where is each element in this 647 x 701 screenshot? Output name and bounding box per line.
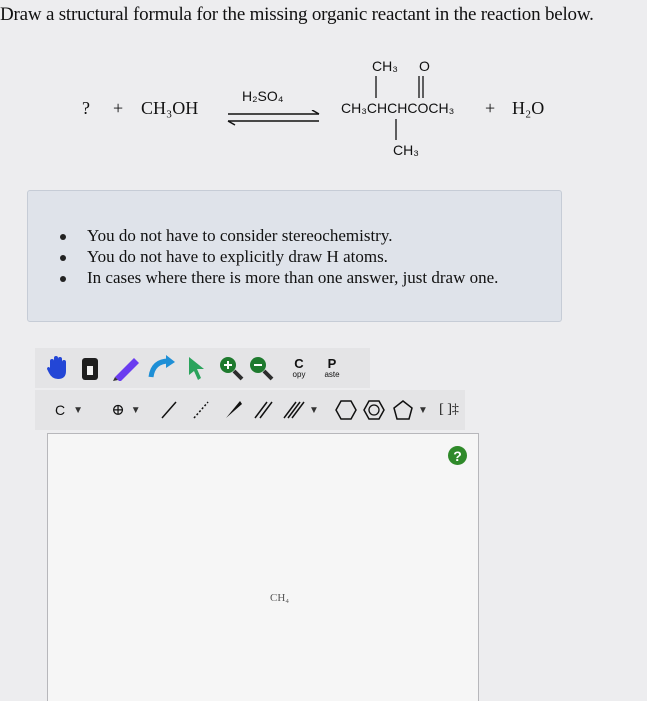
hint-list [60,225,498,288]
canvas-placeholder-label: CH₄ [270,592,290,604]
help-button[interactable]: ? [448,446,467,465]
plus-sign: + [485,98,496,118]
drawing-canvas[interactable] [47,433,479,701]
list-item: In cases where there is more than one answer, just draw one. [60,267,498,288]
atom-select-dropdown[interactable] [43,394,95,426]
charge-icon: ⊕ [111,402,125,419]
arrow-icon [181,355,211,381]
hand-icon [46,355,68,381]
single-bond-button[interactable] [155,394,183,426]
lasso-tool-button[interactable] [147,352,177,384]
zoom-out-icon [248,355,274,381]
bracket-button[interactable] [435,394,463,426]
product-main-chain: CH₃CHCHCOCH₃ [341,100,455,116]
paste-label: aste [324,370,340,379]
question-title: Draw a structural formula for the missing organic reactant in the reaction below. [0,4,594,25]
list-item: You do not have to consider stereochemistry. [60,225,498,246]
product-top-methyl: CH₃ [372,58,398,74]
toolbar-top [35,348,370,388]
list-item: You do not have to explicitly draw H atoms. [60,246,498,267]
wedge-bond-icon [223,400,243,420]
toolbar-bottom [35,390,465,430]
curved-arrow-icon [147,355,177,381]
chevron-down-icon: ▼ [309,404,319,416]
copy-label: opy [292,370,306,379]
charge-dropdown[interactable] [103,394,149,426]
atom-select-value: C [54,402,66,418]
zoom-out-button[interactable] [247,352,275,384]
double-bond-button[interactable] [249,394,277,426]
reaction-equation [0,50,647,180]
dashed-bond-button[interactable] [187,394,215,426]
triple-bond-dropdown[interactable] [279,394,323,426]
unknown-reactant: ? [82,98,90,118]
paste-button[interactable] [319,352,345,384]
pentagon-icon [392,399,414,421]
equilibrium-arrow [226,110,322,126]
ring-benzene-button[interactable] [361,394,387,426]
chevron-down-icon: ▼ [418,404,428,416]
pencil-icon [112,355,142,381]
ring-pentagon-dropdown[interactable] [389,394,431,426]
double-bond-icon [253,400,273,420]
benzene-icon [363,399,385,421]
zoom-in-button[interactable] [217,352,245,384]
copy-button[interactable] [287,352,311,384]
select-arrow-button[interactable] [181,352,211,384]
triple-bond-icon [283,400,305,420]
plus-sign: + [113,98,124,118]
catalyst-label: H₂SO₄ [242,88,284,104]
hint-box [27,190,562,322]
copy-letter: C [294,356,304,371]
pencil-tool-button[interactable] [111,352,143,384]
hand-tool-button[interactable] [43,352,71,384]
ring-hexagon-button[interactable] [333,394,359,426]
chevron-down-icon: ▼ [73,404,84,416]
byproduct-water: H₂O [512,98,545,118]
eraser-tool-button[interactable] [77,352,103,384]
eraser-icon [79,354,101,382]
dashed-bond-icon [191,400,211,420]
paste-letter: P [327,356,337,371]
wedge-bond-button[interactable] [219,394,247,426]
zoom-in-icon [218,355,244,381]
product-top-oxygen: O [419,58,430,74]
bracket-icon: [ ]‡ [439,402,459,417]
chevron-down-icon: ▼ [130,404,141,416]
single-bond-icon [159,400,179,420]
hexagon-icon [335,399,357,421]
product-bottom-methyl: CH₃ [393,142,419,158]
reagent-methanol: CH₃OH [141,98,199,118]
